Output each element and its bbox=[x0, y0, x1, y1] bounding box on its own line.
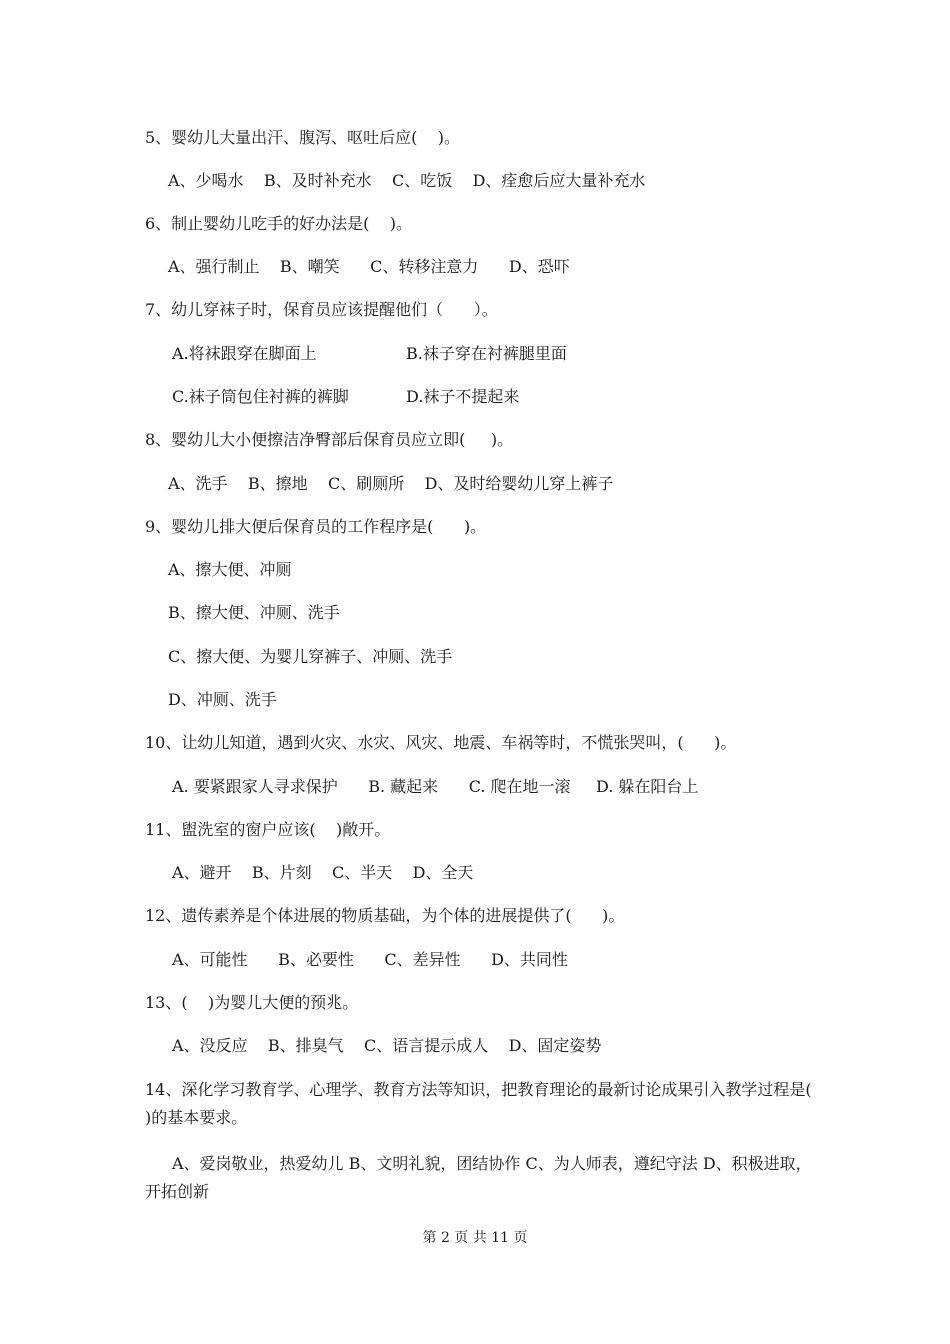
question-7-option-a: A.将袜跟穿在脚面上 bbox=[172, 344, 317, 363]
question-13: 13、( )为婴儿大便的预兆。 bbox=[145, 993, 359, 1012]
question-7-option-b: B.袜子穿在衬裤腿里面 bbox=[406, 344, 567, 363]
question-11: 11、盥洗室的窗户应该( )敞开。 bbox=[145, 820, 391, 839]
question-11-options: A、避开 B、片刻 C、半天 D、全天 bbox=[172, 863, 474, 882]
question-10-options: A. 要紧跟家人寻求保护 B. 藏起来 C. 爬在地一滚 D. 躲在阳台上 bbox=[172, 777, 699, 796]
question-8: 8、婴幼儿大小便擦洁净臀部后保育员应立即( )。 bbox=[145, 430, 514, 449]
question-9-option-b: B、擦大便、冲厕、洗手 bbox=[168, 603, 340, 622]
question-9: 9、婴幼儿排大便后保育员的工作程序是( )。 bbox=[145, 517, 487, 536]
question-9-option-a: A、擦大便、冲厕 bbox=[168, 560, 292, 579]
question-6: 6、制止婴幼儿吃手的好办法是( )。 bbox=[145, 214, 413, 233]
question-12-options: A、可能性 B、必要性 C、差异性 D、共同性 bbox=[172, 950, 568, 969]
question-7-option-d: D.袜子不提起来 bbox=[406, 387, 520, 406]
question-13-options: A、没反应 B、排臭气 C、语言提示成人 D、固定姿势 bbox=[172, 1036, 602, 1055]
question-14-options: A、爱岗敬业，热爱幼儿 B、文明礼貌，团结协作 C、为人师表，遵纪守法 D、积极进取，开拓创新 bbox=[145, 1154, 812, 1201]
question-7-option-c: C.袜子筒包住衬裤的裤脚 bbox=[172, 387, 349, 406]
question-5-options: A、少喝水 B、及时补充水 C、吃饭 D、痊愈后应大量补充水 bbox=[168, 171, 646, 190]
question-6-options: A、强行制止 B、嘲笑 C、转移注意力 D、恐吓 bbox=[168, 257, 570, 276]
question-14: 14、深化学习教育学、心理学、教育方法等知识，把教育理论的最新讨论成果引入教学过程是( )的基本要求。 bbox=[145, 1080, 812, 1127]
page-number: 第 2 页 共 11 页 bbox=[422, 1230, 528, 1246]
question-8-options: A、洗手 B、擦地 C、刷厕所 D、及时给婴幼儿穿上裤子 bbox=[168, 474, 614, 493]
question-5: 5、婴幼儿大量出汗、腹泻、呕吐后应( )。 bbox=[145, 128, 461, 147]
question-10: 10、让幼儿知道，遇到火灾、水灾、风灾、地震、车祸等时，不慌张哭叫，( )。 bbox=[145, 733, 737, 752]
question-7: 7、幼儿穿袜子时，保育员应该提醒他们（ ）。 bbox=[145, 300, 498, 319]
question-9-option-d: D、冲厕、洗手 bbox=[168, 690, 277, 709]
question-12: 12、遗传素养是个体进展的物质基础，为个体的进展提供了( )。 bbox=[145, 906, 625, 925]
question-9-option-c: C、擦大便、为婴儿穿裤子、冲厕、洗手 bbox=[168, 647, 453, 666]
